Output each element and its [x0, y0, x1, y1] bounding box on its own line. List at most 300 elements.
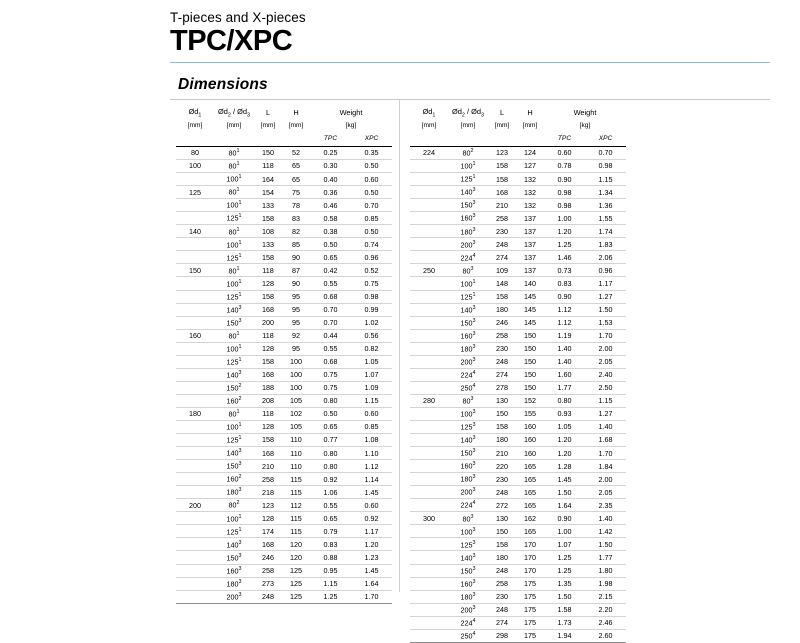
cell-L: 298 [488, 629, 516, 642]
cell-d1 [176, 538, 214, 551]
cell-H: 132 [516, 186, 544, 199]
table-row [176, 316, 392, 329]
table-row [410, 368, 626, 381]
cell-L: 158 [254, 212, 282, 225]
th-xpc: XPC [351, 134, 392, 147]
th-L: L [499, 108, 505, 118]
cell-H: 137 [516, 251, 544, 264]
table-row [410, 564, 626, 577]
cell-xpc: 1.74 [585, 225, 626, 238]
cell-d2d3: $250^4$ [448, 629, 488, 642]
cell-H: 124 [516, 147, 544, 160]
cell-d1 [176, 590, 214, 603]
cell-d2d3: $160^3$ [448, 212, 488, 225]
cell-d1 [176, 434, 214, 447]
cell-L: 248 [488, 564, 516, 577]
cell-d2d3: $224^4$ [448, 368, 488, 381]
table-row [176, 173, 392, 186]
table-row [176, 434, 392, 447]
table-row [410, 290, 626, 303]
cell-L: 158 [488, 538, 516, 551]
cell-H: 175 [516, 590, 544, 603]
cell-d2d3: $160^3$ [448, 460, 488, 473]
table-row [176, 420, 392, 433]
cell-xpc: 0.70 [351, 199, 392, 212]
cell-xpc: 1.70 [351, 590, 392, 603]
cell-H: 125 [282, 590, 310, 603]
table-row [176, 368, 392, 381]
cell-d2d3: $200^3$ [448, 486, 488, 499]
cell-L: 180 [488, 551, 516, 564]
cell-xpc: 0.92 [351, 512, 392, 525]
cell-d1 [410, 603, 448, 616]
cell-L: 220 [488, 460, 516, 473]
cell-d1 [410, 160, 448, 173]
cell-xpc: 0.98 [351, 290, 392, 303]
cell-L: 123 [488, 147, 516, 160]
cell-H: 65 [282, 173, 310, 186]
cell-xpc: 1.15 [351, 394, 392, 407]
cell-xpc: 1.34 [585, 186, 626, 199]
cell-d2d3: $80^3$ [448, 264, 488, 277]
cell-d1 [410, 447, 448, 460]
cell-d1 [410, 381, 448, 394]
cell-H: 115 [282, 525, 310, 538]
cell-d2d3: $160^2$ [214, 394, 254, 407]
cell-L: 258 [254, 564, 282, 577]
cell-d2d3: $100^1$ [214, 342, 254, 355]
table-row [410, 212, 626, 225]
cell-d1 [176, 290, 214, 303]
cell-tpc: 0.92 [310, 473, 351, 486]
cell-d1: 125 [176, 186, 214, 199]
cell-d1 [410, 199, 448, 212]
cell-xpc: 2.35 [585, 499, 626, 512]
th-unit-weight: [kg] [345, 122, 357, 130]
cell-tpc: 0.90 [544, 290, 585, 303]
cell-tpc: 0.55 [310, 499, 351, 512]
cell-L: 158 [488, 420, 516, 433]
table-row [410, 277, 626, 290]
cell-d2d3: $80^1$ [214, 329, 254, 342]
cell-d2d3: $140^3$ [448, 186, 488, 199]
th-unit-d2d3: [mm] [460, 122, 476, 130]
cell-H: 160 [516, 420, 544, 433]
cell-H: 95 [282, 342, 310, 355]
cell-tpc: 0.77 [310, 434, 351, 447]
table-row [410, 238, 626, 251]
cell-d2d3: $140^3$ [448, 434, 488, 447]
cell-tpc: 1.12 [544, 316, 585, 329]
cell-H: 145 [516, 290, 544, 303]
dimensions-table-left [176, 105, 392, 604]
cell-d1 [410, 277, 448, 290]
cell-d2d3: $80^2$ [448, 147, 488, 160]
cell-d1 [410, 329, 448, 342]
cell-L: 248 [488, 486, 516, 499]
cell-tpc: 1.19 [544, 329, 585, 342]
cell-tpc: 1.64 [544, 499, 585, 512]
cell-xpc: 2.50 [585, 381, 626, 394]
cell-tpc: 0.75 [310, 381, 351, 394]
cell-H: 165 [516, 525, 544, 538]
cell-d1 [176, 342, 214, 355]
cell-d1 [176, 525, 214, 538]
cell-xpc: 1.55 [585, 212, 626, 225]
cell-d1 [176, 420, 214, 433]
table-row [176, 160, 392, 173]
cell-L: 272 [488, 499, 516, 512]
cell-xpc: 1.70 [585, 447, 626, 460]
cell-xpc: 2.46 [585, 616, 626, 629]
cell-H: 52 [282, 147, 310, 160]
cell-H: 110 [282, 447, 310, 460]
cell-H: 102 [282, 407, 310, 420]
table-row [410, 512, 626, 525]
cell-L: 108 [254, 225, 282, 238]
cell-d1 [410, 173, 448, 186]
cell-xpc: 0.50 [351, 225, 392, 238]
cell-L: 128 [254, 512, 282, 525]
cell-H: 110 [282, 434, 310, 447]
table-row [410, 616, 626, 629]
cell-d1: 250 [410, 264, 448, 277]
cell-d1 [410, 355, 448, 368]
cell-H: 100 [282, 368, 310, 381]
cell-d1 [410, 238, 448, 251]
table-row [176, 447, 392, 460]
table-row [176, 538, 392, 551]
cell-H: 65 [282, 160, 310, 173]
th-unit-L: [mm] [494, 122, 510, 130]
cell-xpc: 1.15 [585, 173, 626, 186]
th-blank-3 [488, 134, 516, 147]
cell-d1: 200 [176, 499, 214, 512]
table-row [176, 355, 392, 368]
table-row [176, 381, 392, 394]
cell-tpc: 0.40 [310, 173, 351, 186]
cell-d2d3: $160^3$ [448, 329, 488, 342]
cell-xpc: 1.50 [585, 538, 626, 551]
cell-L: 158 [488, 290, 516, 303]
cell-tpc: 1.12 [544, 303, 585, 316]
cell-H: 110 [282, 460, 310, 473]
cell-d2d3: $100^1$ [448, 277, 488, 290]
cell-d2d3: $100^1$ [214, 173, 254, 186]
cell-xpc: 1.23 [351, 551, 392, 564]
table-row [176, 147, 392, 160]
cell-L: 258 [488, 329, 516, 342]
cell-tpc: 0.42 [310, 264, 351, 277]
table-header-left [176, 105, 392, 147]
cell-d1 [176, 460, 214, 473]
table-body-left [176, 147, 392, 604]
cell-d1 [410, 551, 448, 564]
cell-tpc: 0.46 [310, 199, 351, 212]
table-row [410, 264, 626, 277]
cell-d2d3: $150^3$ [214, 460, 254, 473]
th-blank-1 [176, 134, 214, 147]
cell-H: 150 [516, 342, 544, 355]
cell-d2d3: $100^1$ [214, 277, 254, 290]
cell-H: 115 [282, 486, 310, 499]
header-rule [170, 62, 770, 63]
cell-tpc: 1.20 [544, 447, 585, 460]
table-row [410, 603, 626, 616]
cell-d1: 140 [176, 225, 214, 238]
cell-H: 150 [516, 368, 544, 381]
cell-xpc: 1.40 [585, 512, 626, 525]
cell-d1 [410, 473, 448, 486]
page-title: TPC/XPC [170, 25, 293, 57]
cell-xpc: 1.08 [351, 434, 392, 447]
cell-d1 [176, 551, 214, 564]
table-row [410, 303, 626, 316]
table-row [410, 251, 626, 264]
table-row [176, 238, 392, 251]
cell-L: 248 [488, 238, 516, 251]
cell-d1 [410, 212, 448, 225]
cell-xpc: 1.05 [351, 355, 392, 368]
th-unit-d2d3: [mm] [226, 122, 242, 130]
table-row [176, 407, 392, 420]
cell-tpc: 0.80 [310, 460, 351, 473]
cell-d1 [176, 303, 214, 316]
cell-L: 230 [488, 342, 516, 355]
cell-tpc: 0.44 [310, 329, 351, 342]
cell-xpc: 0.56 [351, 329, 392, 342]
cell-xpc: 0.98 [585, 160, 626, 173]
table-row [176, 329, 392, 342]
cell-d2d3: $100^1$ [214, 199, 254, 212]
cell-tpc: 1.28 [544, 460, 585, 473]
cell-L: 248 [488, 603, 516, 616]
cell-tpc: 0.65 [310, 512, 351, 525]
cell-L: 210 [488, 447, 516, 460]
cell-L: 158 [254, 290, 282, 303]
cell-H: 165 [516, 486, 544, 499]
cell-d1 [410, 407, 448, 420]
cell-xpc: 1.14 [351, 473, 392, 486]
table-row [176, 342, 392, 355]
cell-L: 130 [488, 394, 516, 407]
cell-tpc: 1.50 [544, 590, 585, 603]
cell-L: 118 [254, 264, 282, 277]
cell-d2d3: $80^3$ [448, 394, 488, 407]
cell-xpc: 1.02 [351, 316, 392, 329]
column-divider [399, 100, 400, 592]
cell-tpc: 0.83 [544, 277, 585, 290]
cell-d2d3: $150^3$ [214, 551, 254, 564]
cell-d2d3: $100^1$ [214, 238, 254, 251]
cell-d2d3: $100^1$ [214, 512, 254, 525]
cell-L: 128 [254, 277, 282, 290]
cell-xpc: 0.85 [351, 420, 392, 433]
cell-d2d3: $140^3$ [448, 303, 488, 316]
cell-L: 168 [488, 186, 516, 199]
cell-d2d3: $150^2$ [214, 381, 254, 394]
table-row [176, 277, 392, 290]
cell-xpc: 1.53 [585, 316, 626, 329]
cell-H: 155 [516, 407, 544, 420]
cell-L: 258 [488, 212, 516, 225]
cell-xpc: 0.60 [351, 173, 392, 186]
dimensions-table-right [410, 105, 626, 643]
table-row [176, 460, 392, 473]
cell-tpc: 0.68 [310, 290, 351, 303]
cell-H: 175 [516, 629, 544, 642]
cell-d1: 300 [410, 512, 448, 525]
cell-tpc: 0.98 [544, 186, 585, 199]
cell-H: 120 [282, 538, 310, 551]
page-subtitle: T-pieces and X-pieces [170, 10, 306, 25]
table-row [410, 407, 626, 420]
cell-tpc: 1.58 [544, 603, 585, 616]
cell-H: 127 [516, 160, 544, 173]
cell-tpc: 0.50 [310, 238, 351, 251]
cell-d1: 80 [176, 147, 214, 160]
cell-H: 137 [516, 264, 544, 277]
cell-d2d3: $224^4$ [448, 499, 488, 512]
table-row [410, 381, 626, 394]
cell-d2d3: $125^1$ [448, 290, 488, 303]
cell-H: 175 [516, 603, 544, 616]
cell-d2d3: $140^3$ [214, 447, 254, 460]
th-unit-weight: [kg] [579, 122, 591, 130]
th-d1: $Ød_1$ [422, 106, 436, 119]
cell-xpc: 1.64 [351, 577, 392, 590]
cell-H: 115 [282, 512, 310, 525]
cell-d1 [410, 577, 448, 590]
cell-L: 180 [488, 303, 516, 316]
table-row [410, 577, 626, 590]
cell-tpc: 0.50 [310, 407, 351, 420]
cell-H: 105 [282, 394, 310, 407]
table-row [176, 199, 392, 212]
cell-xpc: 0.35 [351, 147, 392, 160]
table-row [410, 160, 626, 173]
cell-tpc: 0.65 [310, 251, 351, 264]
cell-d1: 224 [410, 147, 448, 160]
cell-L: 248 [488, 355, 516, 368]
cell-H: 120 [282, 551, 310, 564]
cell-L: 258 [488, 577, 516, 590]
cell-d2d3: $80^1$ [214, 407, 254, 420]
table-row [176, 303, 392, 316]
cell-xpc: 0.60 [351, 499, 392, 512]
cell-xpc: 1.15 [585, 394, 626, 407]
cell-L: 158 [254, 355, 282, 368]
cell-d2d3: $140^3$ [214, 303, 254, 316]
cell-H: 132 [516, 199, 544, 212]
cell-H: 112 [282, 499, 310, 512]
cell-L: 164 [254, 173, 282, 186]
cell-xpc: 2.05 [585, 486, 626, 499]
cell-H: 140 [516, 277, 544, 290]
cell-d2d3: $125^3$ [448, 538, 488, 551]
cell-H: 170 [516, 564, 544, 577]
cell-H: 150 [516, 355, 544, 368]
cell-H: 95 [282, 303, 310, 316]
cell-L: 150 [488, 407, 516, 420]
cell-d2d3: $125^1$ [214, 525, 254, 538]
table-row [176, 186, 392, 199]
cell-tpc: 1.25 [544, 551, 585, 564]
cell-d1 [176, 316, 214, 329]
cell-tpc: 0.70 [310, 303, 351, 316]
cell-L: 218 [254, 486, 282, 499]
cell-d2d3: $160^3$ [448, 577, 488, 590]
th-blank-4 [516, 134, 544, 147]
cell-tpc: 0.80 [310, 394, 351, 407]
cell-d1 [176, 394, 214, 407]
cell-H: 170 [516, 538, 544, 551]
cell-L: 133 [254, 199, 282, 212]
table-row [410, 538, 626, 551]
cell-d2d3: $80^3$ [448, 512, 488, 525]
cell-tpc: 0.25 [310, 147, 351, 160]
cell-tpc: 1.25 [544, 238, 585, 251]
cell-d2d3: $180^3$ [448, 473, 488, 486]
cell-d2d3: $125^3$ [448, 420, 488, 433]
table-row [176, 577, 392, 590]
cell-d1 [410, 434, 448, 447]
cell-xpc: 1.84 [585, 460, 626, 473]
cell-L: 230 [488, 225, 516, 238]
table-body-right [410, 147, 626, 643]
cell-H: 137 [516, 225, 544, 238]
cell-d1 [410, 420, 448, 433]
cell-L: 210 [254, 460, 282, 473]
cell-tpc: 0.90 [544, 173, 585, 186]
cell-L: 109 [488, 264, 516, 277]
cell-d1 [410, 186, 448, 199]
cell-d1: 150 [176, 264, 214, 277]
cell-L: 133 [254, 238, 282, 251]
cell-tpc: 0.36 [310, 186, 351, 199]
cell-d2d3: $250^4$ [448, 381, 488, 394]
cell-tpc: 1.20 [544, 434, 585, 447]
cell-d1 [410, 525, 448, 538]
cell-tpc: 1.20 [544, 225, 585, 238]
cell-xpc: 1.27 [585, 407, 626, 420]
cell-tpc: 0.58 [310, 212, 351, 225]
cell-H: 165 [516, 499, 544, 512]
cell-tpc: 1.35 [544, 577, 585, 590]
cell-xpc: 2.60 [585, 629, 626, 642]
cell-tpc: 0.65 [310, 420, 351, 433]
table-row [410, 590, 626, 603]
cell-tpc: 1.06 [310, 486, 351, 499]
table-row [176, 551, 392, 564]
cell-d1 [410, 225, 448, 238]
table-row [176, 590, 392, 603]
cell-L: 123 [254, 499, 282, 512]
cell-d2d3: $224^4$ [448, 251, 488, 264]
cell-H: 95 [282, 290, 310, 303]
cell-xpc: 1.45 [351, 564, 392, 577]
section-rule [170, 99, 770, 100]
cell-tpc: 0.95 [310, 564, 351, 577]
th-L: L [265, 108, 271, 118]
cell-d2d3: $100^3$ [448, 525, 488, 538]
cell-H: 132 [516, 173, 544, 186]
cell-xpc: 0.50 [351, 186, 392, 199]
cell-d2d3: $125^1$ [214, 355, 254, 368]
cell-d1 [176, 355, 214, 368]
cell-d2d3: $200^3$ [448, 603, 488, 616]
cell-d2d3: $150^3$ [448, 199, 488, 212]
